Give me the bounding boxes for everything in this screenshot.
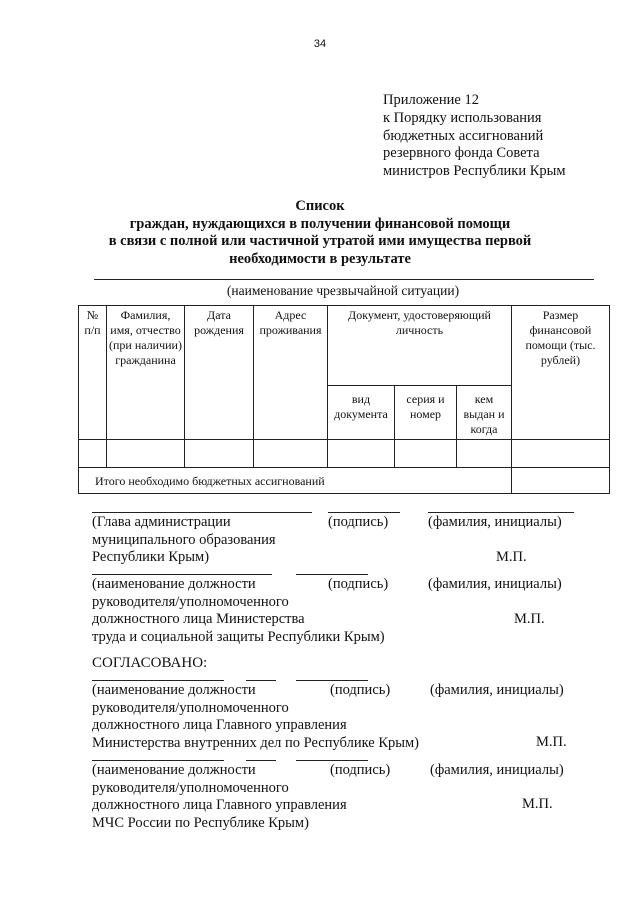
header-document: Документ, удостоверяющий личность [328, 306, 512, 386]
page-number: 34 [313, 38, 327, 50]
name-label: (фамилия, инициалы) [430, 682, 564, 698]
header-amount: Размер финансовой помощи (тыс. рублей) [512, 306, 610, 440]
table-cell [107, 440, 185, 468]
stamp-label: М.П. [514, 611, 545, 627]
appendix-line: к Порядку использования [383, 109, 542, 126]
table-cell [395, 440, 457, 468]
stamp-label: М.П. [496, 549, 527, 565]
position-label: (Глава администрации муниципального образования Республики Крым) [92, 514, 276, 565]
name-label: (фамилия, инициалы) [428, 576, 562, 592]
title-line: необходимости в результате [229, 250, 411, 267]
signature-line [428, 512, 574, 513]
signature-line [92, 680, 224, 681]
table-cell [457, 440, 512, 468]
situation-blank-line [94, 279, 594, 280]
signature-label: (подпись) [330, 762, 391, 778]
total-value-cell [512, 468, 610, 494]
title-line: Список [295, 198, 345, 214]
header-doc-series: серия и номер [395, 386, 457, 440]
signature-line [92, 574, 272, 575]
appendix-header [383, 92, 566, 181]
signature-line [246, 760, 276, 761]
document-title [60, 198, 580, 268]
table-cell [185, 440, 254, 468]
appendix-line: Приложение 12 [383, 92, 479, 108]
position-label: (наименование должности руководителя/уполномоченного должностного лица Главного управления Министерства внутренних дел по Республике Крым) [92, 682, 419, 751]
table-cell [512, 440, 610, 468]
header-num: № п/п [79, 306, 107, 440]
position-label: (наименование должности руководителя/уполномоченного должностного лица Главного управления МЧС России по Республике Крым) [92, 762, 347, 831]
appendix-line: министров Республики Крым [383, 163, 566, 180]
signature-label: (подпись) [328, 576, 389, 592]
name-label: (фамилия, инициалы) [428, 514, 562, 530]
appendix-line: бюджетных ассигнований [383, 127, 544, 144]
signature-line [328, 512, 400, 513]
situation-caption: (наименование чрезвычайной ситуации) [226, 283, 460, 298]
position-label: (наименование должности руководителя/уполномоченного должностного лица Министерства труда и социальной защиты Республики Крым) [92, 576, 385, 645]
header-doc-type: вид документа [328, 386, 395, 440]
citizens-table [78, 305, 610, 494]
signature-line [246, 680, 276, 681]
stamp-label: М.П. [522, 796, 553, 812]
signature-label: (подпись) [328, 514, 389, 530]
table-row [79, 440, 610, 468]
signature-line [92, 760, 224, 761]
appendix-line: резервного фонда Совета [383, 145, 540, 162]
title-line: в связи с полной или частичной утратой ими имущества первой [108, 233, 532, 249]
header-address: Адрес проживания [254, 306, 328, 440]
signature-label: (подпись) [330, 682, 391, 698]
table-cell [254, 440, 328, 468]
header-birth-date: Дата рождения [185, 306, 254, 440]
signature-line [296, 760, 368, 761]
stamp-label: М.П. [536, 734, 567, 750]
agreed-label: СОГЛАСОВАНО: [92, 655, 208, 671]
header-name: Фамилия, имя, отчество (при наличии) гражданина [107, 306, 185, 440]
name-label: (фамилия, инициалы) [430, 762, 564, 778]
total-label: Итого необходимо бюджетных ассигнований [79, 468, 512, 494]
table-cell [328, 440, 395, 468]
signature-line [296, 680, 368, 681]
signature-line [296, 574, 368, 575]
table-cell [79, 440, 107, 468]
signature-line [92, 512, 312, 513]
header-doc-issued: кем выдан и когда [457, 386, 512, 440]
title-line: граждан, нуждающихся в получении финансовой помощи [129, 215, 511, 232]
